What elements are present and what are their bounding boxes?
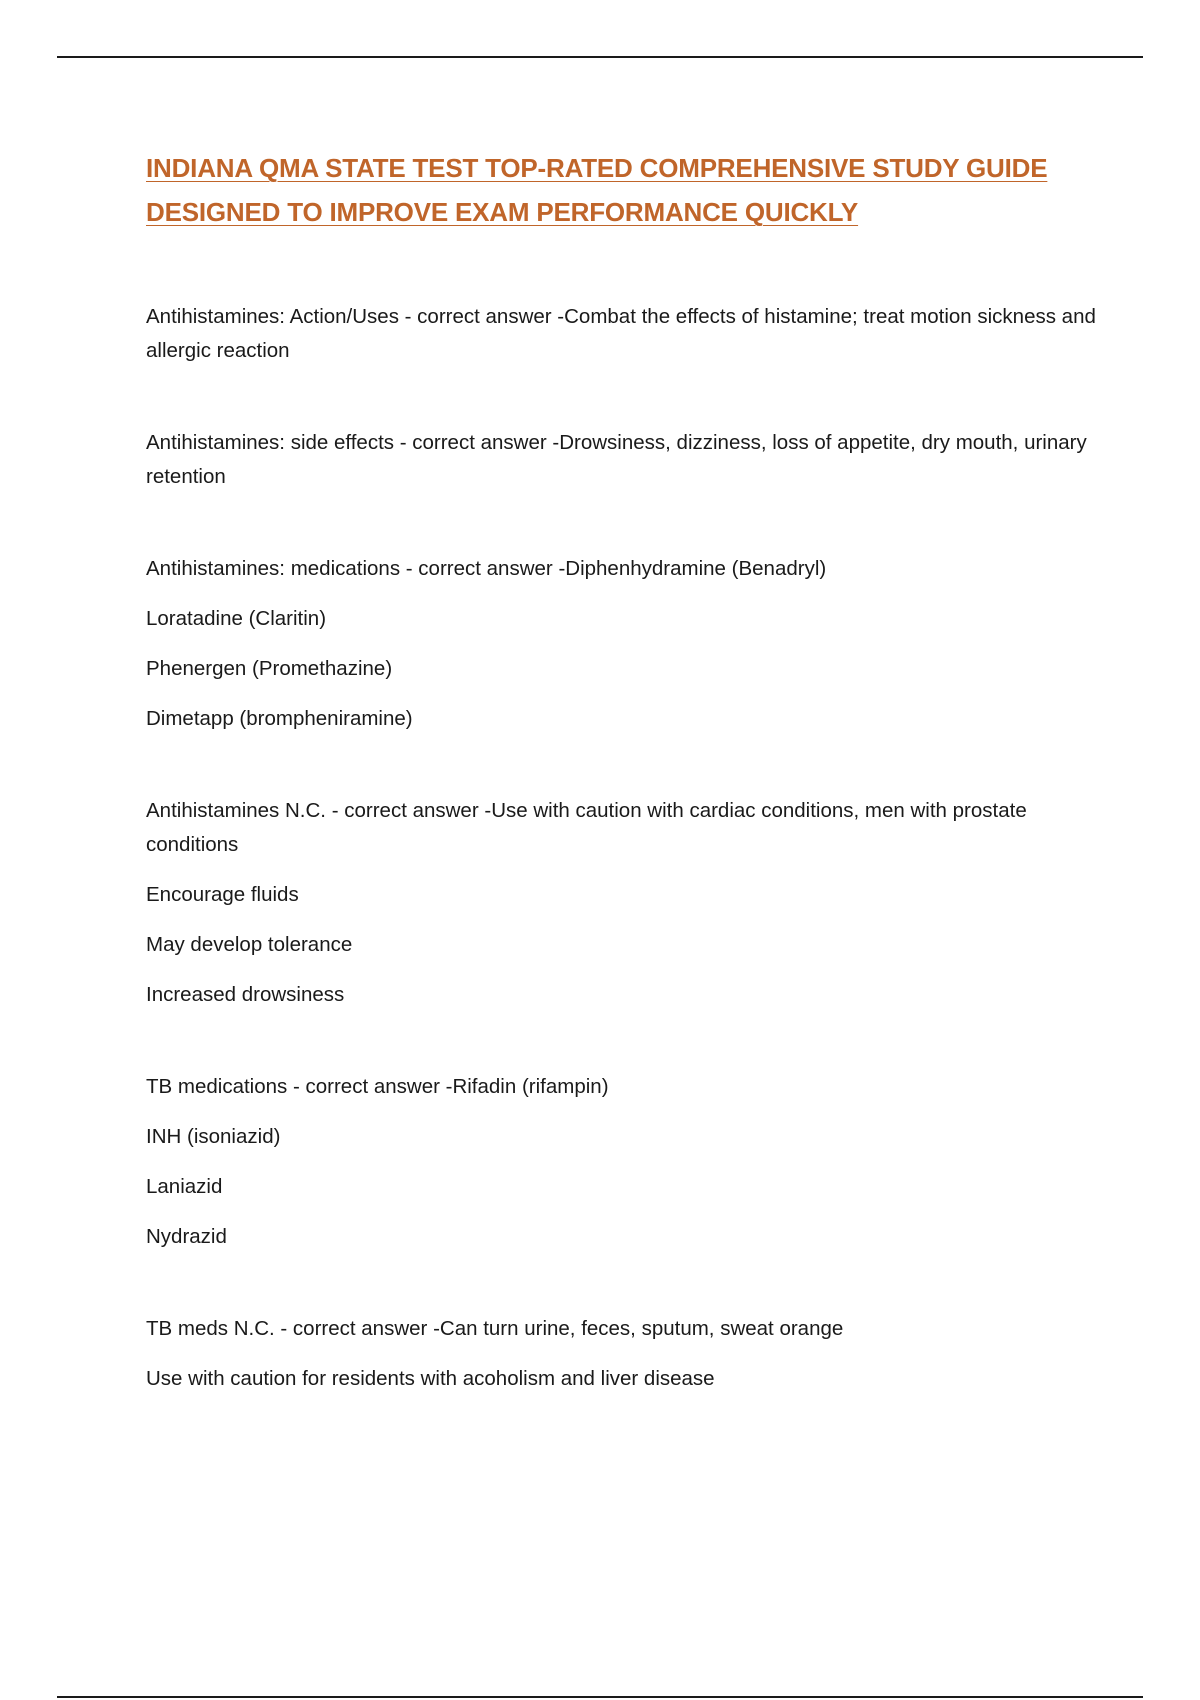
footer-rule bbox=[57, 1696, 1143, 1698]
qa-first-line bbox=[146, 794, 1106, 862]
qa-list bbox=[146, 300, 1106, 1396]
qa-answer: Combat the effects of histamine; treat motion sickness and allergic reaction bbox=[146, 305, 1102, 362]
qa-separator: - correct answer - bbox=[398, 305, 565, 328]
qa-first-line bbox=[146, 426, 1106, 494]
qa-question: Antihistamines: medications bbox=[146, 557, 401, 580]
document-title bbox=[146, 146, 1106, 234]
qa-entry bbox=[146, 426, 1106, 494]
qa-answer: Diphenhydramine (Benadryl) bbox=[565, 557, 827, 580]
qa-answer-line: May develop tolerance bbox=[146, 933, 353, 956]
page-content bbox=[146, 146, 1106, 1454]
qa-answer: Drowsiness, dizziness, loss of appetite, dry mouth, urinary retention bbox=[146, 431, 1093, 488]
document-title-line-2: DESIGNED TO IMPROVE EXAM PERFORMANCE QUICKLY bbox=[146, 197, 859, 227]
qa-answer-line: Encourage fluids bbox=[146, 883, 299, 906]
qa-answer-line: Increased drowsiness bbox=[146, 983, 345, 1006]
qa-question: TB medications bbox=[146, 1075, 288, 1098]
qa-answer-line: INH (isoniazid) bbox=[146, 1125, 281, 1148]
qa-entry bbox=[146, 552, 1106, 736]
qa-first-line bbox=[146, 300, 1106, 368]
qa-entry bbox=[146, 794, 1106, 1012]
header-rule bbox=[57, 56, 1143, 58]
qa-question: Antihistamines N.C. bbox=[146, 799, 327, 822]
qa-answer: Use with caution with cardiac conditions, men with prostate conditions bbox=[146, 799, 1033, 856]
qa-answer: Can turn urine, feces, sputum, sweat orange bbox=[439, 1317, 844, 1340]
qa-first-line bbox=[146, 1312, 1106, 1346]
qa-entry bbox=[146, 1070, 1106, 1254]
qa-answer-line: Loratadine (Claritin) bbox=[146, 607, 327, 630]
qa-answer-line: Dimetapp (brompheniramine) bbox=[146, 707, 413, 730]
qa-entry bbox=[146, 300, 1106, 368]
qa-entry bbox=[146, 1312, 1106, 1396]
document-title-line-1: INDIANA QMA STATE TEST TOP-RATED COMPREHENSIVE STUDY GUIDE bbox=[146, 153, 1048, 183]
qa-first-line bbox=[146, 552, 1106, 586]
qa-answer-line: Nydrazid bbox=[146, 1225, 227, 1248]
qa-answer-line: Use with caution for residents with acoholism and liver disease bbox=[146, 1367, 715, 1390]
qa-answer-line: Phenergen (Promethazine) bbox=[146, 657, 393, 680]
qa-question: Antihistamines: side effects bbox=[146, 431, 395, 454]
qa-question: Antihistamines: Action/Uses bbox=[146, 305, 399, 328]
qa-separator: - correct answer - bbox=[274, 1317, 440, 1340]
qa-separator: - correct answer - bbox=[394, 431, 560, 454]
qa-separator: - correct answer - bbox=[400, 557, 566, 580]
qa-answer-line: Laniazid bbox=[146, 1175, 223, 1198]
qa-separator: - correct answer - bbox=[326, 799, 492, 822]
qa-first-line bbox=[146, 1070, 1106, 1104]
qa-separator: - correct answer - bbox=[287, 1075, 453, 1098]
qa-answer: Rifadin (rifampin) bbox=[452, 1075, 609, 1098]
qa-question: TB meds N.C. bbox=[146, 1317, 275, 1340]
